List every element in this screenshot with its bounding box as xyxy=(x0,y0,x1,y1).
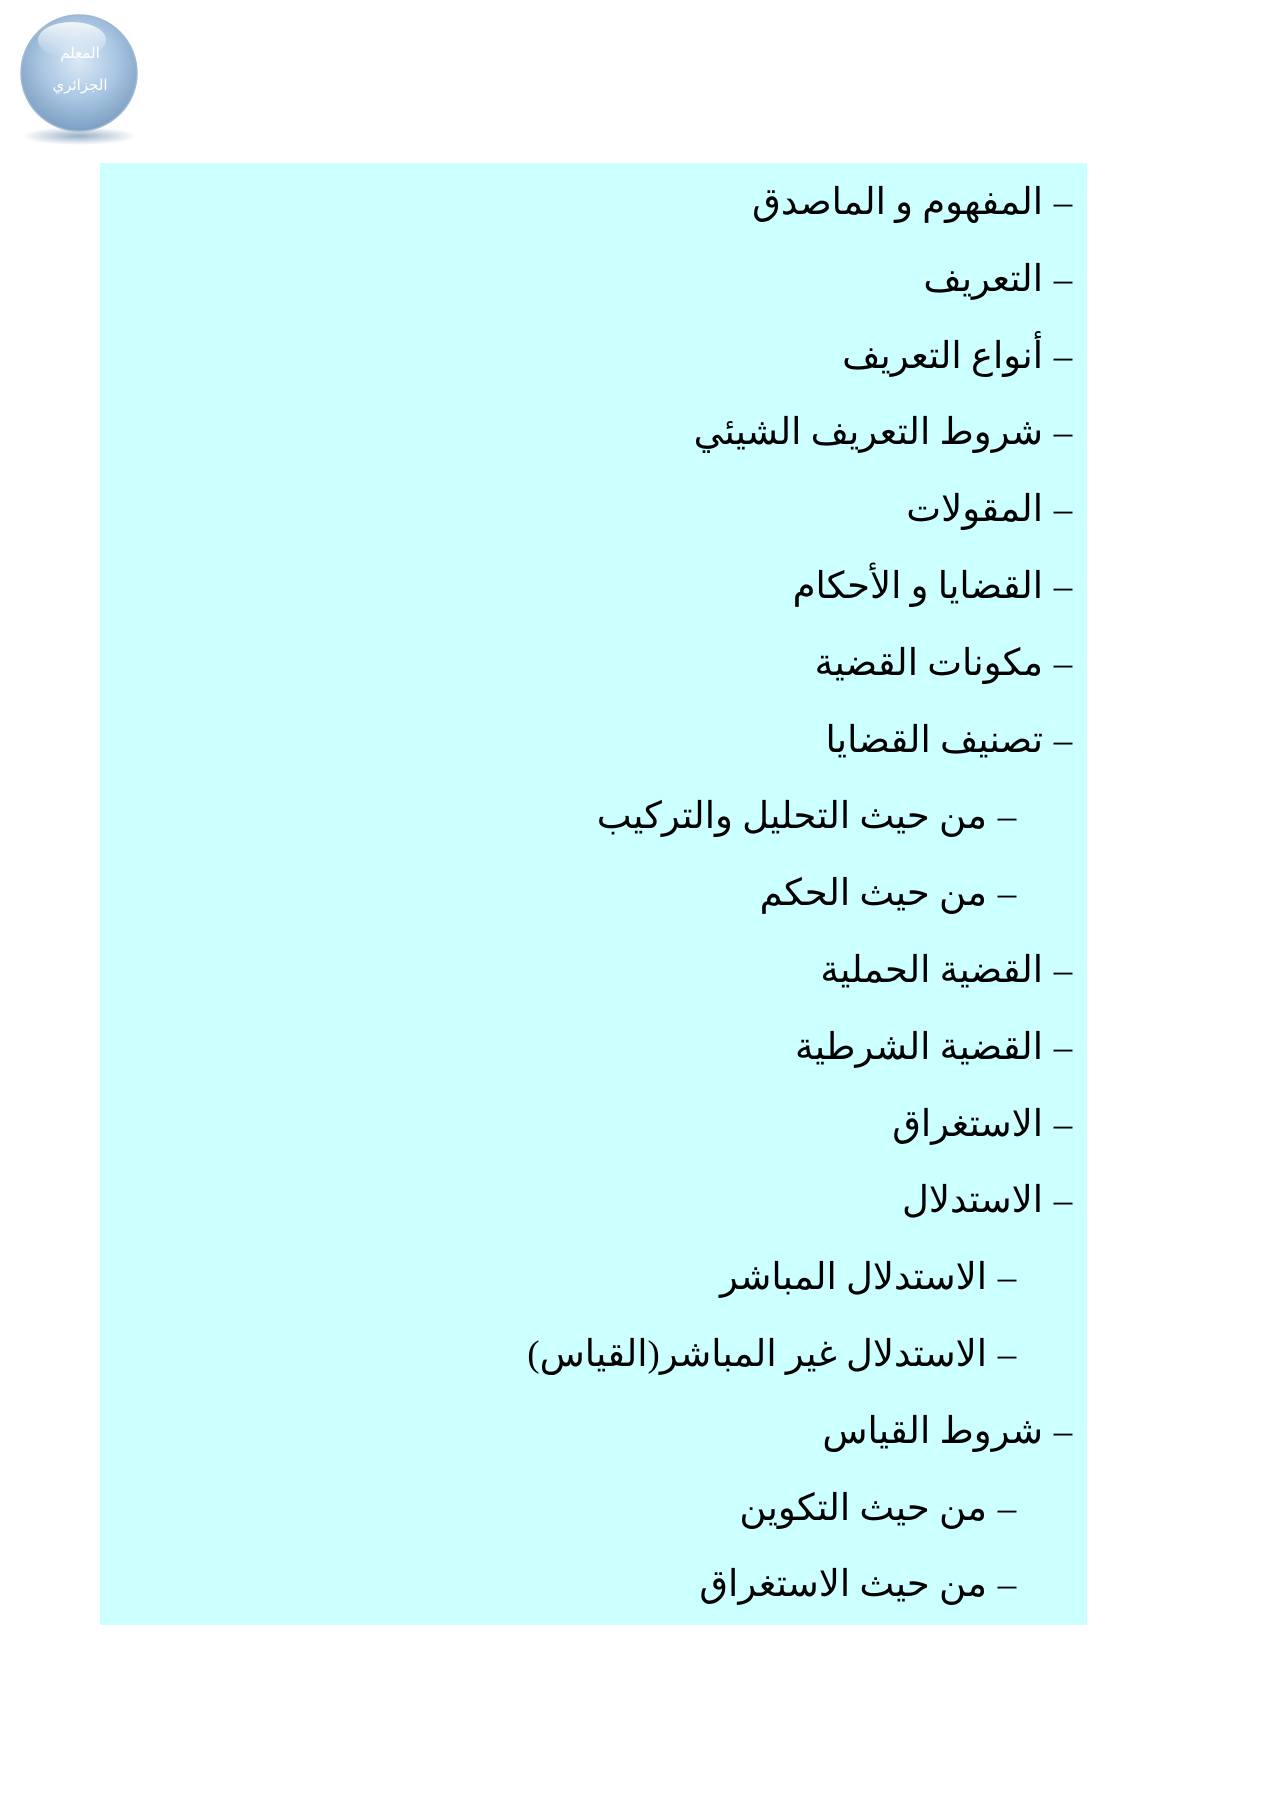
bullet-dash: – xyxy=(997,1564,1017,1606)
list-item-label: من حيث التحليل والتركيب xyxy=(596,796,987,838)
bullet-dash: – xyxy=(1053,642,1073,684)
list-item-label: مكونات القضية xyxy=(814,642,1043,684)
logo-line-1: المعلم xyxy=(60,44,100,62)
logo-line-2: الجزائري xyxy=(52,76,108,94)
bullet-dash: – xyxy=(1053,950,1073,991)
list-item xyxy=(892,1095,1083,1155)
list-item xyxy=(815,634,1083,694)
site-logo xyxy=(14,10,144,146)
sub-list-item xyxy=(739,1479,1027,1539)
list-item xyxy=(795,1018,1083,1078)
sub-list-item xyxy=(699,1555,1027,1615)
list-item-label: المفهوم و الماصدق xyxy=(752,182,1043,223)
list-item-label: من حيث الاستغراق xyxy=(699,1564,987,1606)
list-item-label: الاستدلال غير المباشر(القياس) xyxy=(527,1334,987,1375)
sub-list-item xyxy=(720,1248,1027,1308)
list-item xyxy=(752,173,1083,233)
sub-list-item xyxy=(597,787,1027,847)
bullet-dash: – xyxy=(1053,412,1073,454)
list-item-label: من حيث التكوين xyxy=(739,1487,987,1529)
list-item xyxy=(923,250,1083,310)
list-item-label: شروط التعريف الشيئي xyxy=(693,412,1043,454)
list-item-label: المقولات xyxy=(906,489,1043,531)
sub-list-item xyxy=(527,1325,1027,1385)
bullet-dash: – xyxy=(1053,258,1073,300)
topics-list xyxy=(100,163,1087,1625)
list-item xyxy=(906,480,1083,540)
bullet-dash: – xyxy=(997,1257,1017,1299)
list-item-label: الاستغراق xyxy=(892,1103,1043,1145)
list-item xyxy=(842,327,1083,387)
list-item-label: أنواع التعريف xyxy=(842,335,1043,377)
list-item-label: القضية الحملية xyxy=(820,950,1043,991)
bullet-dash: – xyxy=(1053,489,1073,531)
list-item-label: من حيث الحكم xyxy=(759,873,987,915)
bullet-dash: – xyxy=(1053,1026,1073,1068)
list-item-label: الاستدلال المباشر xyxy=(719,1257,987,1299)
list-item-label: الاستدلال xyxy=(902,1180,1043,1222)
list-item-label: التعريف xyxy=(923,258,1043,300)
list-item xyxy=(820,941,1083,1001)
bullet-dash: – xyxy=(997,796,1017,838)
bullet-dash: – xyxy=(1053,182,1073,223)
list-item-label: القضايا و الأحكام xyxy=(792,566,1043,607)
sub-list-item xyxy=(760,864,1027,924)
bullet-dash: – xyxy=(1053,719,1073,761)
list-item xyxy=(826,711,1083,771)
bullet-dash: – xyxy=(1053,1180,1073,1222)
bullet-dash: – xyxy=(1053,1410,1073,1452)
bullet-dash: – xyxy=(1053,1103,1073,1145)
bullet-dash: – xyxy=(1053,566,1073,607)
list-item-label: تصنيف القضايا xyxy=(825,719,1043,761)
list-item xyxy=(822,1402,1083,1462)
list-item-label: القضية الشرطية xyxy=(794,1026,1043,1068)
bullet-dash: – xyxy=(997,1487,1017,1529)
bullet-dash: – xyxy=(997,873,1017,915)
list-item xyxy=(902,1171,1083,1231)
list-item xyxy=(694,403,1083,463)
bullet-dash: – xyxy=(1053,335,1073,377)
crystal-ball-logo-icon xyxy=(14,10,144,146)
list-item xyxy=(793,557,1083,617)
bullet-dash: – xyxy=(997,1334,1017,1375)
list-item-label: شروط القياس xyxy=(822,1410,1043,1452)
